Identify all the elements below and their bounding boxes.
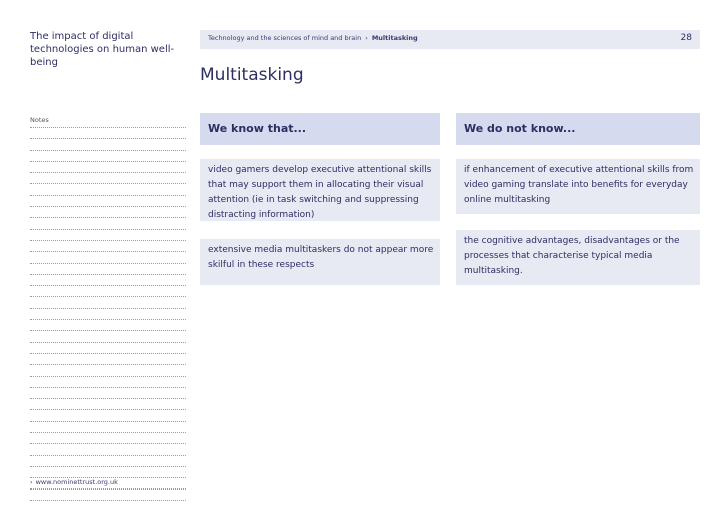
breadcrumb-separator: › [365, 34, 368, 42]
note-line [30, 490, 186, 501]
note-line [30, 218, 186, 229]
dont-know-item-1: if enhancement of executive attentional skills from video gaming translate into benefits for everyday online multitasking [456, 159, 700, 214]
breadcrumb-current: Multitasking [371, 34, 418, 42]
note-line [30, 139, 186, 150]
page-number: 28 [680, 33, 692, 43]
note-line [30, 365, 186, 376]
notes-area[interactable] [30, 116, 186, 501]
section-title: Multitasking [200, 65, 304, 85]
note-line [30, 377, 186, 388]
note-line [30, 241, 186, 252]
website-url[interactable]: www.nominettrust.org.uk [35, 478, 118, 486]
note-line [30, 388, 186, 399]
note-line [30, 151, 186, 162]
header-bar [200, 30, 700, 49]
chevron-right-icon: › [30, 478, 33, 486]
note-line [30, 343, 186, 354]
know-heading: We know that... [200, 113, 440, 145]
note-line [30, 444, 186, 455]
know-item-2: extensive media multitaskers do not appear more skilful in these respects [200, 239, 440, 285]
website-link[interactable] [30, 478, 186, 489]
note-line [30, 297, 186, 308]
note-line [30, 173, 186, 184]
note-line [30, 354, 186, 365]
note-lines [30, 128, 186, 501]
note-line [30, 252, 186, 263]
note-line [30, 230, 186, 241]
document-title: The impact of digital technologies on human well-being [30, 31, 175, 68]
note-line [30, 207, 186, 218]
note-line [30, 467, 186, 478]
note-line [30, 422, 186, 433]
note-line [30, 320, 186, 331]
dont-know-heading: We do not know... [456, 113, 700, 145]
note-line [30, 399, 186, 410]
note-line [30, 196, 186, 207]
note-line [30, 456, 186, 467]
note-line [30, 275, 186, 286]
breadcrumb [208, 34, 418, 42]
note-line [30, 264, 186, 275]
note-line [30, 410, 186, 421]
dont-know-item-2: the cognitive advantages, disadvantages or the processes that characterise typical media multitasking. [456, 230, 700, 285]
note-line [30, 309, 186, 320]
note-line [30, 162, 186, 173]
note-line [30, 184, 186, 195]
note-line [30, 331, 186, 342]
note-line [30, 433, 186, 444]
note-line [30, 286, 186, 297]
note-line [30, 128, 186, 139]
know-item-1: video gamers develop executive attentional skills that may support them in allocating their visual attention (ie in task switching and suppressing distracting information) [200, 159, 440, 221]
notes-label: Notes [30, 116, 186, 128]
breadcrumb-section[interactable]: Technology and the sciences of mind and brain [208, 34, 362, 42]
